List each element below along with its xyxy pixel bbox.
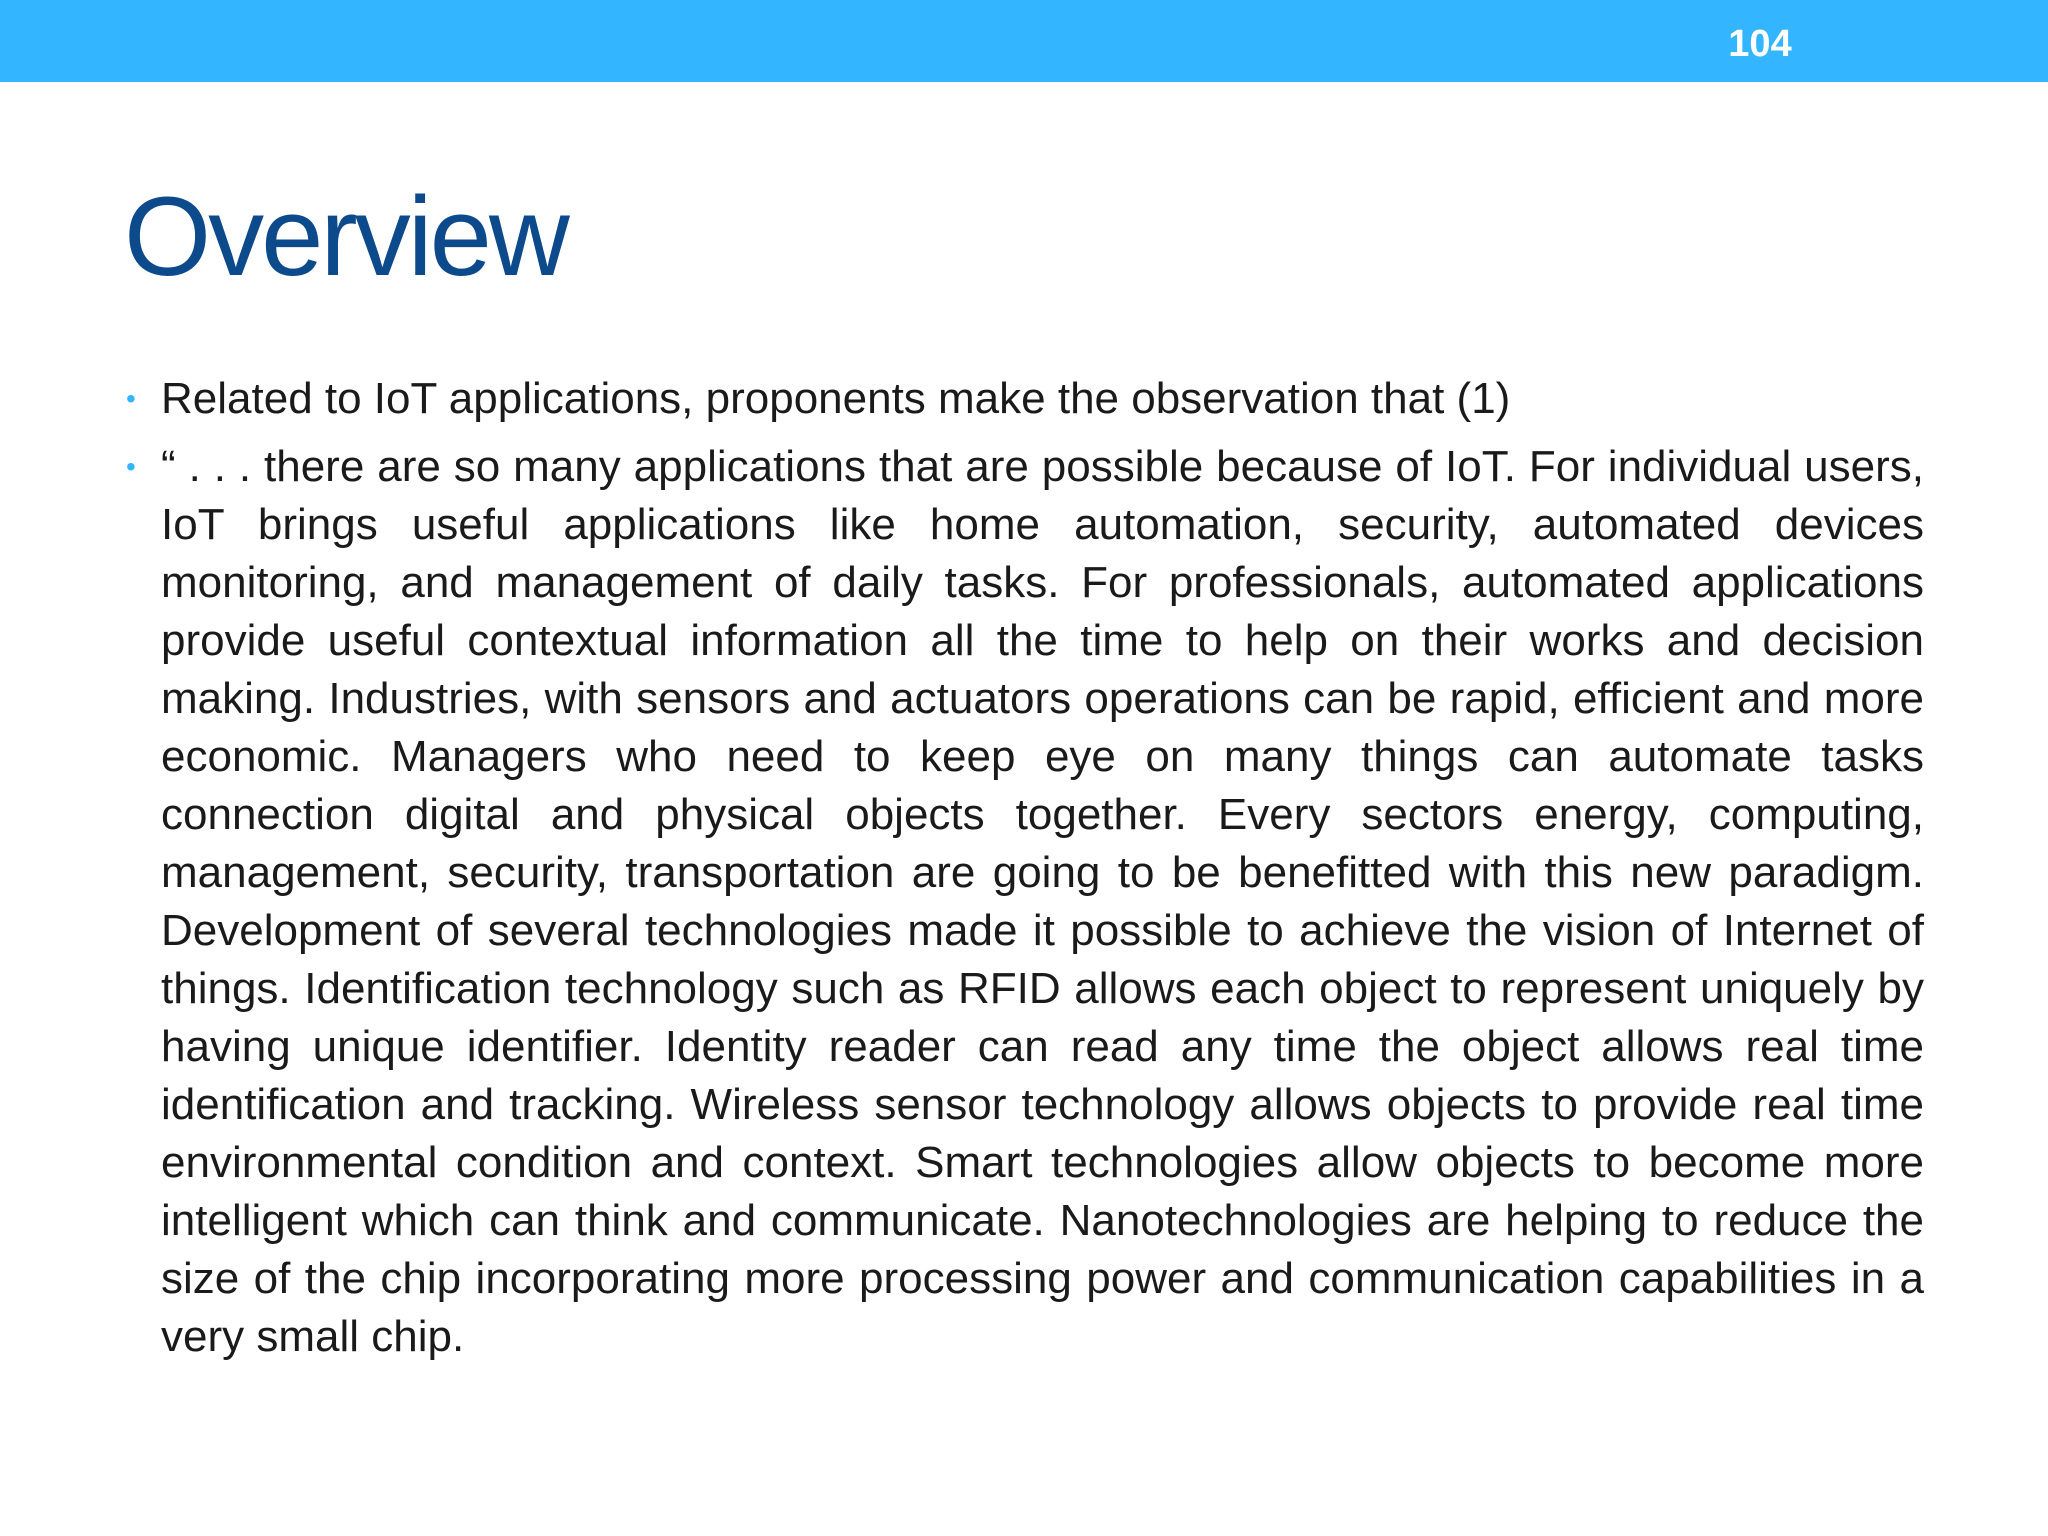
bullet-item [120,438,1924,1366]
header-bar [0,0,2048,82]
slide-title: Overview [124,174,567,299]
bullet-icon: • [126,451,136,482]
bullet-item [120,370,1924,428]
bullet-text: “ . . . there are so many applications that are possible because of IoT. For individual users, IoT brings useful applications like home automation, security, automated devices monitoring, and management of daily tasks. For professionals, automated applications provide useful contextual information all the time to help on their works and decision making. Industries, with sensors and actuators operations can be rapid, efficient and more economic. Managers who need to keep eye on many things can automate tasks connection digital and physical objects together. Every sectors energy, computing, management, security, transportation are going to be benefitted with this new paradigm. Development of several technologies made it possible to achieve the vision of Internet of things. Identification technology such as RFID allows each object to represent uniquely by having unique identifier. Identity reader can read any time the object allows real time identification and tracking. Wireless sensor technology allows objects to provide real time environmental condition and context. Smart technologies allow objects to become more intelligent which can think and communicate. Nanotechnologies are helping to reduce the size of the chip incorporating more processing power and communication capabilities in a very small chip. [161,442,1924,1361]
bullet-text: Related to IoT applications, proponents make the observation that (1) [161,374,1511,423]
slide-number: 104 [1728,23,1792,65]
bullet-icon: • [126,383,136,414]
bullet-list [120,370,1924,1376]
